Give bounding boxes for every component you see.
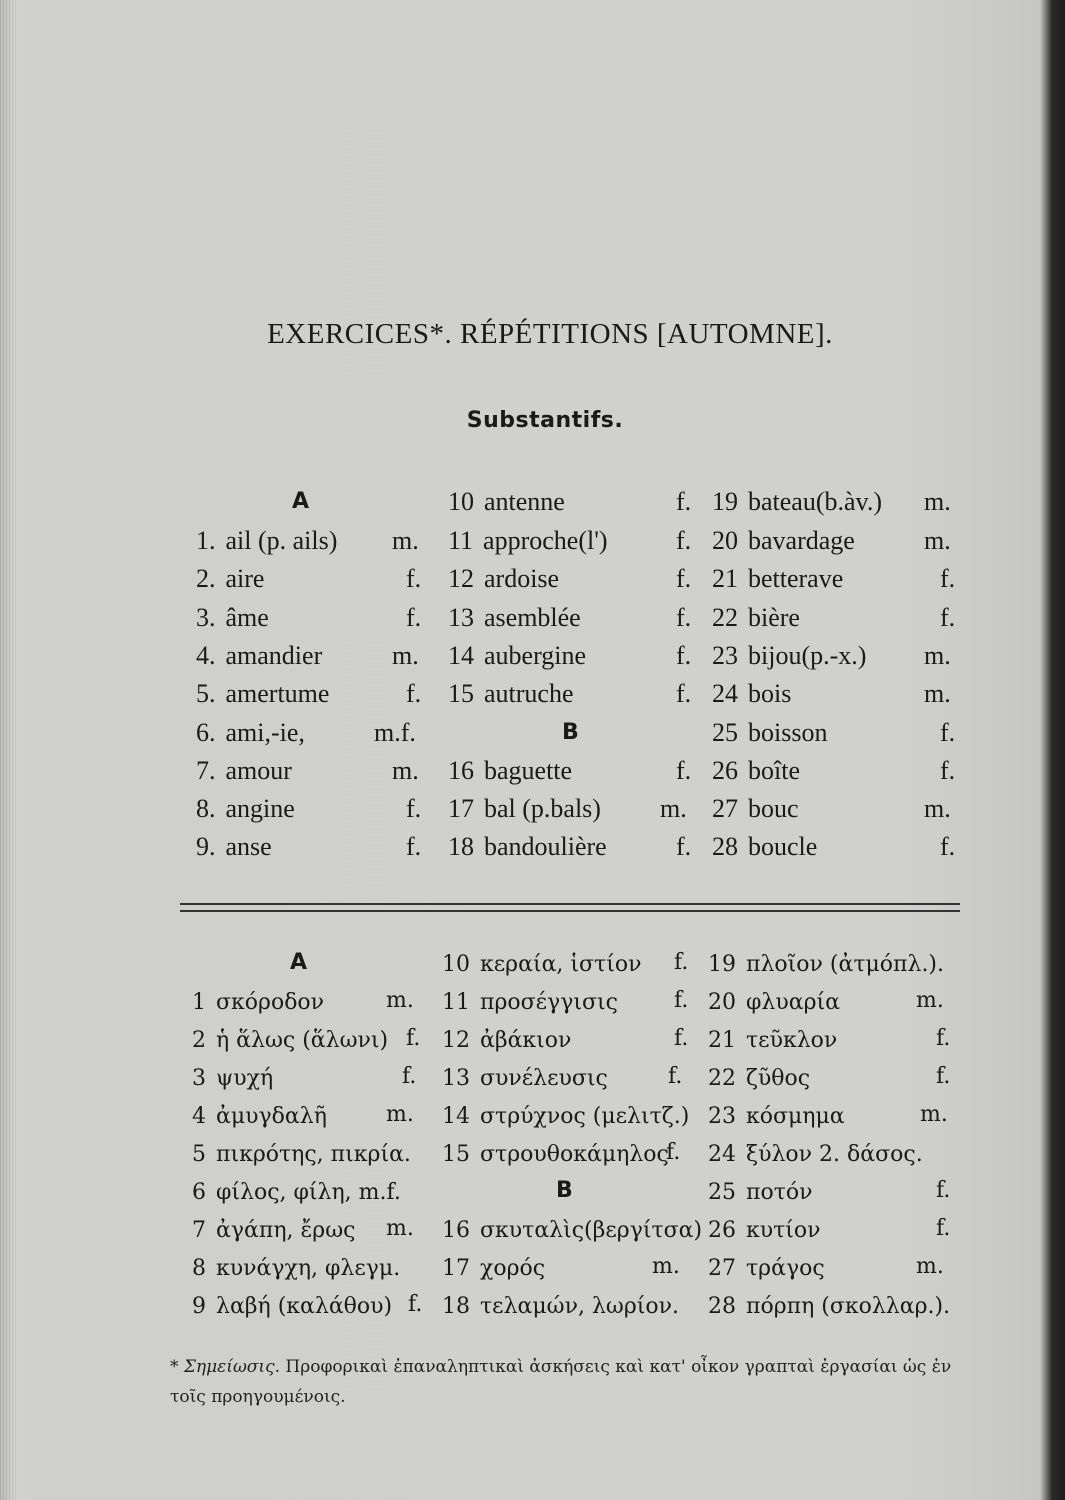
table-row: A 10 antenne f. 19 bateau(b.àv.) m. — [0, 484, 1065, 520]
list-item: 3 ψυχή — [192, 1066, 274, 1091]
table-row: 9 λαβή (καλάθου) f. 18 τελαμών, λωρίον. 28 πόρπη (σκολλαρ.). — [0, 1287, 1065, 1323]
section-heading-b: B — [556, 1178, 573, 1203]
list-item: 8. angine — [196, 794, 295, 823]
list-item: 13 asemblée — [448, 603, 581, 632]
list-item: 16 baguette — [448, 756, 573, 785]
list-item: 7 ἀγάπη, ἔρως — [192, 1218, 356, 1243]
table-row: 9. anse f. 18 bandoulière f. 28 boucle f. — [0, 829, 1065, 865]
table-row: 1 σκόροδον m. 11 προσέγγισις f. 20 φλυαρία m. — [0, 983, 1065, 1019]
list-item: 28 πόρπη (σκολλαρ.). — [708, 1294, 951, 1319]
list-item: 26 κυτίον — [708, 1218, 821, 1243]
table-row: 1. ail (p. ails) m. 11 approche(l') f. 20 bavardage m. — [0, 523, 1065, 559]
list-item: 5. amertume — [196, 679, 330, 708]
table-row: 4 ἀμυγδαλῆ m. 14 στρύχνος (μελιτζ.) 23 κόσμημα m. — [0, 1097, 1065, 1133]
footnote — [170, 1352, 970, 1412]
list-item: 7. amour — [196, 756, 292, 785]
list-item: 1 σκόροδον — [192, 990, 325, 1015]
list-item: 2 ἡ ἅλως (ἅλωνι) — [192, 1028, 389, 1053]
list-item: 11 approche(l') — [448, 526, 608, 555]
list-item: 17 χορός — [442, 1256, 546, 1281]
page-title: EXERCICES*. RÉPÉTITIONS [AUTOMNE]. — [267, 318, 833, 350]
list-item: 18 τελαμών, λωρίον. — [442, 1294, 680, 1319]
list-item: 26 boîte — [712, 756, 800, 785]
table-row: 5. amertume f. 15 autruche f. 24 bois m. — [0, 676, 1065, 712]
divider-bottom — [180, 910, 960, 912]
page-subtitle: Substantifs. — [466, 408, 624, 433]
list-item: 27 bouc — [712, 794, 799, 823]
list-item: 3. âme — [196, 603, 269, 632]
section-heading-b: B — [562, 720, 579, 745]
section-heading-a: A — [292, 489, 310, 514]
list-item: 16 σκυταλὶς(βεργίτσα) — [442, 1218, 703, 1243]
list-item: 19 πλοῖον (ἀτμόπλ.). — [708, 952, 945, 977]
table-row: 4. amandier m. 14 aubergine f. 23 bijou(p.-x.) m. — [0, 638, 1065, 674]
list-item: 23 bijou(p.-x.) — [712, 641, 867, 670]
table-row: 6. ami,-ie, m.f. B 25 boisson f. — [0, 715, 1065, 751]
list-item: 15 στρουθοκάμηλος — [442, 1142, 669, 1167]
list-item: 14 aubergine — [448, 641, 587, 670]
list-item: 21 τεῦκλον — [708, 1028, 838, 1053]
table-row: 5 πικρότης, πικρία. 15 στρουθοκάμηλος f. 24 ξύλον 2. δάσος. — [0, 1135, 1065, 1171]
list-item: 25 ποτόν — [708, 1180, 813, 1205]
list-item: 12 ἀβάκιον — [442, 1028, 572, 1053]
list-item: 17 bal (p.bals) — [448, 794, 601, 823]
list-item: 5 πικρότης, πικρία. — [192, 1142, 411, 1167]
table-row: 2 ἡ ἅλως (ἅλωνι) f. 12 ἀβάκιον f. 21 τεῦκλον f. — [0, 1021, 1065, 1057]
list-item: 19 bateau(b.àv.) — [712, 487, 883, 516]
list-item: 10 κεραία, ἱστίον — [442, 952, 642, 977]
footnote-text: Προφορικαὶ ἐπαναληπτικαὶ ἀσκήσεις καὶ κατ' οἶκον γραπταὶ ἐργασίαι ὡς ἐν τοῖς προηγουμένοις. — [170, 1357, 952, 1407]
table-row: 7 ἀγάπη, ἔρως m. 16 σκυταλὶς(βεργίτσα) 26 κυτίον f. — [0, 1211, 1065, 1247]
table-row: 8. angine f. 17 bal (p.bals) m. 27 bouc m. — [0, 791, 1065, 827]
list-item: 24 ξύλον 2. δάσος. — [708, 1142, 923, 1167]
list-item: 8 κυνάγχη, φλεγμ. — [192, 1256, 401, 1281]
list-item: 22 bière — [712, 603, 800, 632]
list-item: 4. amandier — [196, 641, 323, 670]
list-item: 6 φίλος, φίλη, m.f. — [192, 1180, 401, 1205]
list-item: 24 bois — [712, 679, 792, 708]
table-row: A 10 κεραία, ἱστίον f. 19 πλοῖον (ἀτμόπλ.). — [0, 945, 1065, 981]
list-item: 14 στρύχνος (μελιτζ.) — [442, 1104, 690, 1129]
divider-top — [180, 903, 960, 905]
list-item: 12 ardoise — [448, 564, 560, 593]
list-item: 20 φλυαρία — [708, 990, 840, 1015]
list-item: 22 ζῦθος — [708, 1066, 811, 1091]
list-item: 13 συνέλευσις — [442, 1066, 608, 1091]
table-row: 3. âme f. 13 asemblée f. 22 bière f. — [0, 600, 1065, 636]
table-row: 8 κυνάγχη, φλεγμ. 17 χορός m. 27 τράγος m. — [0, 1249, 1065, 1285]
list-item: 15 autruche — [448, 679, 574, 708]
list-item: 2. aire — [196, 564, 265, 593]
list-item: 11 προσέγγισις — [442, 990, 618, 1015]
list-item: 28 boucle — [712, 832, 818, 861]
section-heading-a: A — [290, 950, 308, 975]
list-item: 27 τράγος — [708, 1256, 825, 1281]
list-item: 4 ἀμυγδαλῆ — [192, 1104, 327, 1129]
list-item: 23 κόσμημα — [708, 1104, 845, 1129]
list-item: 10 antenne — [448, 487, 565, 516]
list-item: 9. anse — [196, 832, 272, 861]
footnote-mark: * Σημείωσις. — [170, 1357, 281, 1377]
table-row: 3 ψυχή f. 13 συνέλευσις f. 22 ζῦθος f. — [0, 1059, 1065, 1095]
list-item: 1. ail (p. ails) — [196, 526, 338, 555]
list-item: 20 bavardage — [712, 526, 855, 555]
table-row: 7. amour m. 16 baguette f. 26 boîte f. — [0, 753, 1065, 789]
table-row: 6 φίλος, φίλη, m.f. B 25 ποτόν f. — [0, 1173, 1065, 1209]
list-item: 9 λαβή (καλάθου) — [192, 1294, 393, 1319]
table-row: 2. aire f. 12 ardoise f. 21 betterave f. — [0, 561, 1065, 597]
list-item: 18 bandoulière — [448, 832, 607, 861]
list-item: 25 boisson — [712, 718, 828, 747]
list-item: 21 betterave — [712, 564, 844, 593]
list-item: 6. ami,-ie, — [196, 718, 305, 747]
